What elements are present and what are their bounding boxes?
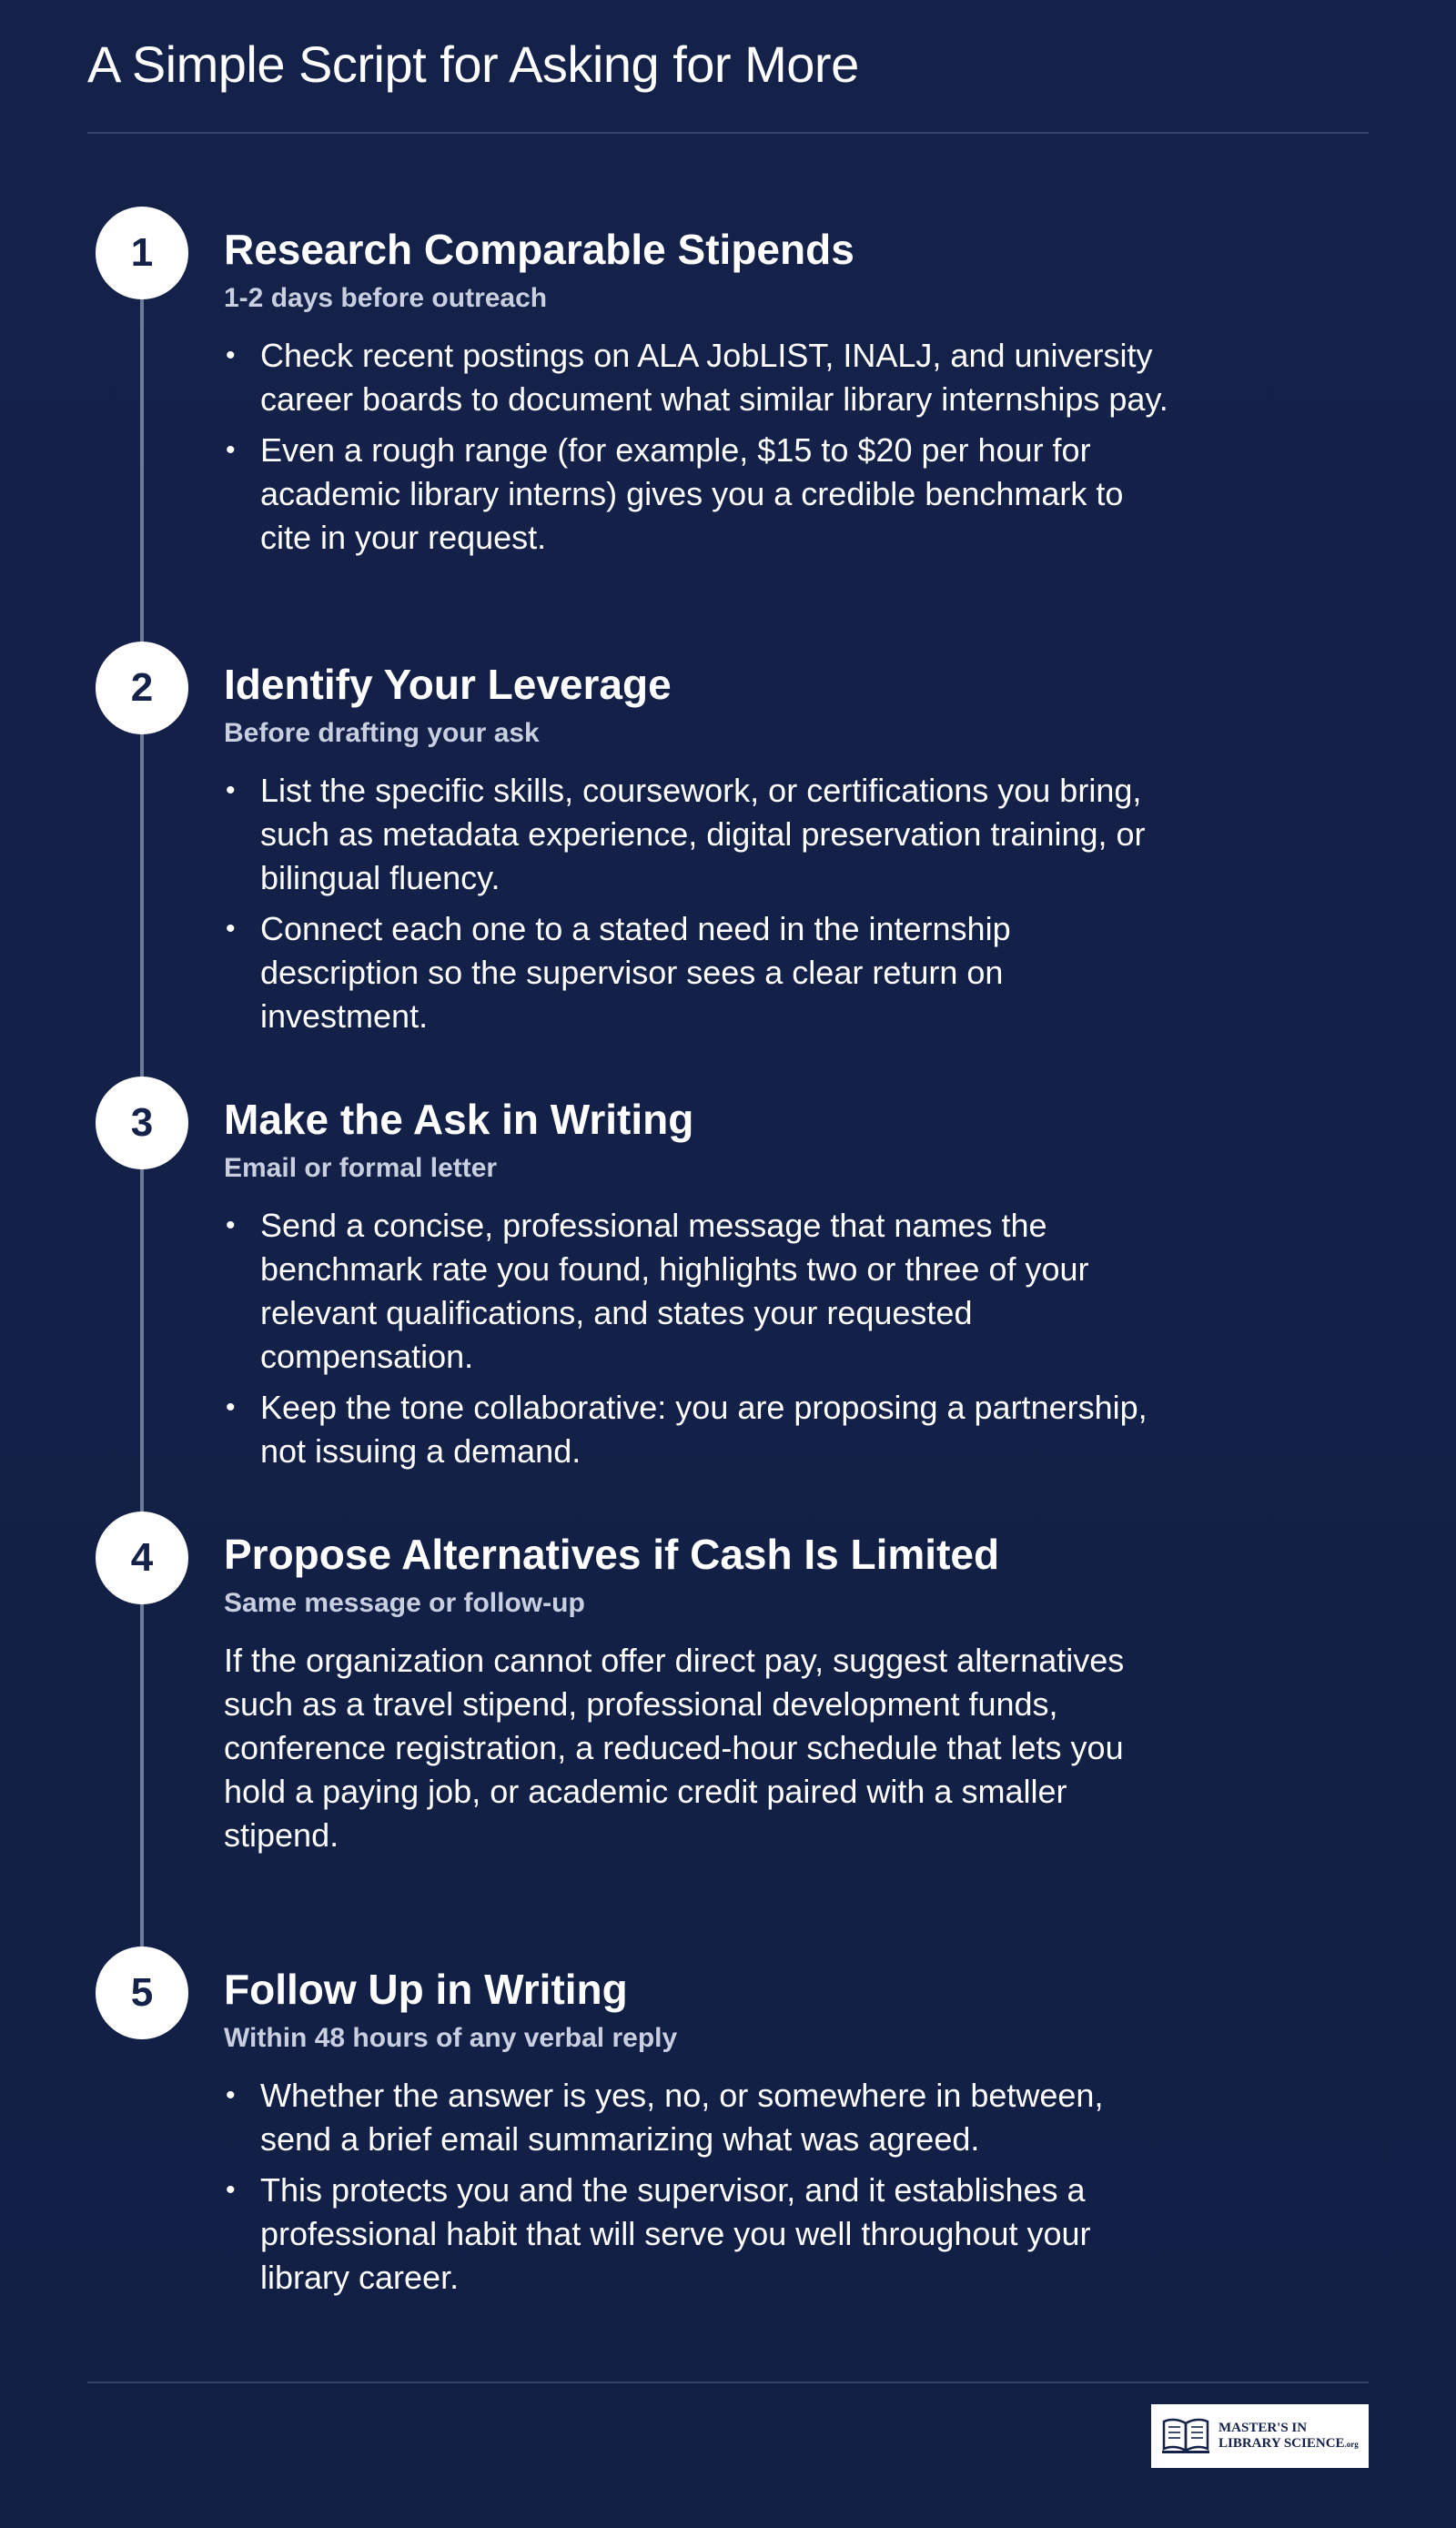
step-bullet-list [224, 1204, 1170, 1481]
open-book-icon [1160, 2416, 1211, 2456]
page-title: A Simple Script for Asking for More [87, 35, 859, 93]
logo-line-1: MASTER'S IN [1218, 2420, 1308, 2435]
step-number-badge: 4 [96, 1512, 188, 1604]
bullet-item: • List the specific skills, coursework, or certifications you bring, such as metadata experience, digital preservation training, or bilingual fluency. [224, 769, 1170, 900]
bullet-item: • Connect each one to a stated need in the internship description so the supervisor sees a clear return on investment. [224, 907, 1170, 1038]
step-number-badge: 3 [96, 1077, 188, 1169]
site-logo [1151, 2404, 1369, 2468]
logo-suffix: .org [1344, 2439, 1359, 2449]
bullet-item: • Even a rough range (for example, $15 to $20 per hour for academic library interns) gives you a credible benchmark to cite in your request. [224, 429, 1170, 560]
bullet-item: • This protects you and the supervisor, and it establishes a professional habit that will serve you well throughout your library career. [224, 2169, 1170, 2300]
step-bullet-list [224, 334, 1170, 567]
step-number-badge: 1 [96, 207, 188, 299]
bullet-item: • Check recent postings on ALA JobLIST, INALJ, and university career boards to document what similar library internships pay. [224, 334, 1170, 421]
step-bullet-list [224, 769, 1170, 1046]
step-title: Identify Your Leverage [224, 661, 672, 708]
step-number-badge: 2 [96, 642, 188, 734]
footer-divider [87, 2381, 1369, 2383]
logo-line-2: LIBRARY SCIENCE [1218, 2435, 1345, 2451]
step-paragraph: If the organization cannot offer direct pay, suggest alternatives such as a travel stipend, professional development funds, conference registration, a reduced-hour schedule that lets you hold a paying job, or academic credit paired with a smaller stipend. [224, 1642, 1125, 1854]
header-divider [87, 132, 1369, 134]
bullet-item: • Keep the tone collaborative: you are proposing a partnership, not issuing a demand. [224, 1386, 1170, 1473]
step-number-badge: 5 [96, 1947, 188, 2039]
bullet-item: • Send a concise, professional message that names the benchmark rate you found, highlights two or three of your relevant qualifications, and states your requested compensation. [224, 1204, 1170, 1379]
step-title: Propose Alternatives if Cash Is Limited [224, 1531, 1000, 1578]
step-bullet-list [224, 2074, 1170, 2307]
step-subtitle: 1-2 days before outreach [224, 283, 548, 313]
bullet-item: • Whether the answer is yes, no, or somewhere in between, send a brief email summarizing what was agreed. [224, 2074, 1170, 2161]
step-title: Follow Up in Writing [224, 1966, 628, 2013]
step-subtitle: Before drafting your ask [224, 718, 540, 748]
step-title: Make the Ask in Writing [224, 1096, 694, 1143]
step-title: Research Comparable Stipends [224, 226, 854, 273]
step-subtitle: Email or formal letter [224, 1153, 498, 1183]
step-subtitle: Same message or follow-up [224, 1588, 585, 1618]
step-subtitle: Within 48 hours of any verbal reply [224, 2023, 678, 2053]
logo-wordmark [1218, 2421, 1359, 2452]
